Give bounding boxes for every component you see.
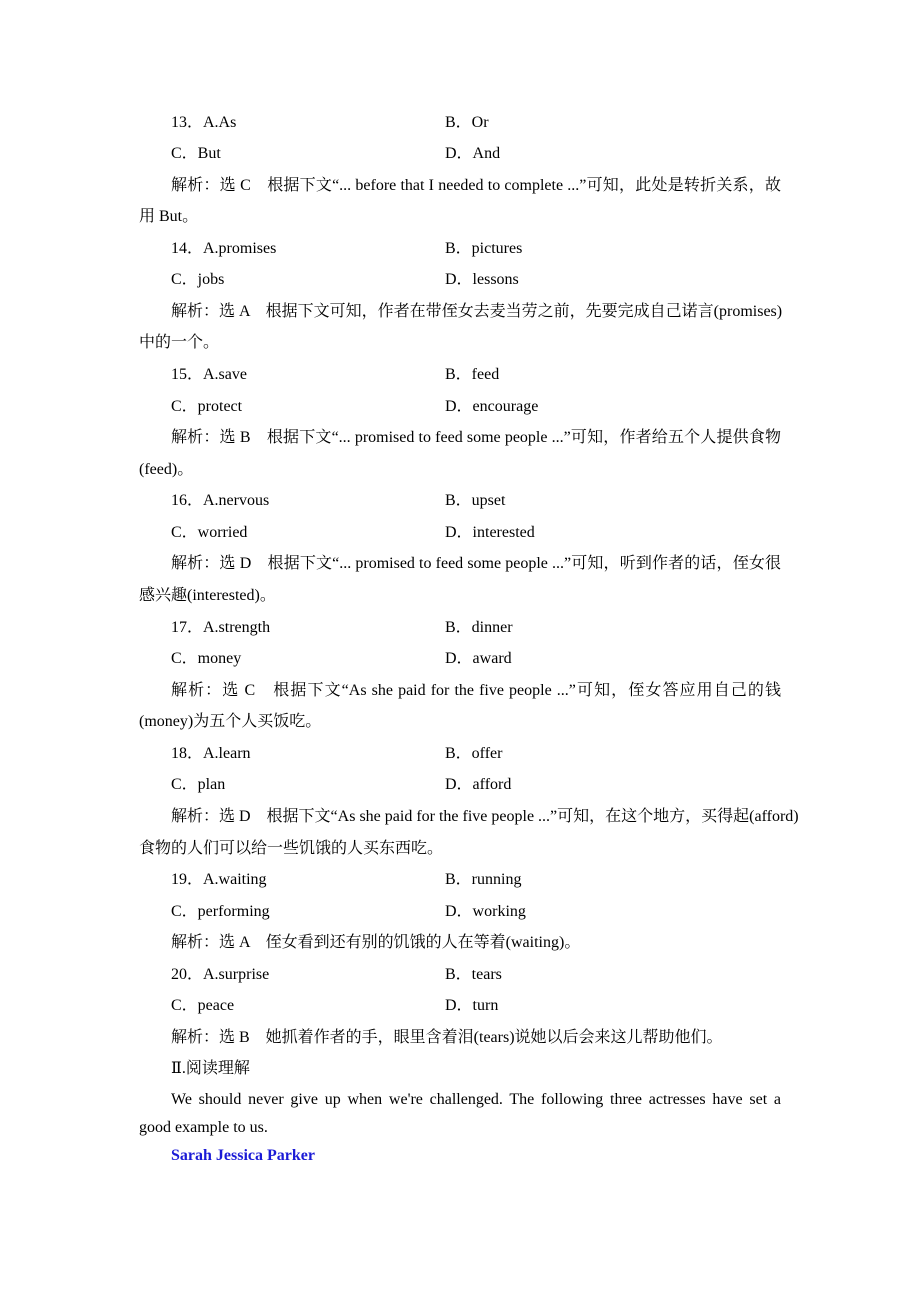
q18-option-c: C．plan: [171, 776, 226, 793]
q18-option-b: B．offer: [445, 745, 503, 762]
q16-option-a: 16．A.nervous: [171, 492, 270, 509]
q16-option-c: C．worried: [171, 524, 248, 541]
q18-explanation-line2: 食物的人们可以给一些饥饿的人买东西吃。: [139, 840, 444, 857]
intro-paragraph-line2: good example to us.: [139, 1119, 268, 1136]
q14-explanation-line2: 中的一个。: [139, 334, 220, 351]
q13-explanation-line1: 解析：选 C 根据下文“... before that I needed to complete ...”可知，此处是转折关系，故: [171, 177, 781, 194]
q15-explanation-line2: (feed)。: [139, 461, 194, 478]
q16-option-b: B．upset: [445, 492, 506, 509]
q19-explanation-line1: 解析：选 A 侄女看到还有别的饥饿的人在等着(waiting)。: [171, 934, 581, 951]
q20-option-a: 20．A.surprise: [171, 966, 270, 983]
q19-option-a: 19．A.waiting: [171, 871, 267, 888]
q15-explanation-line1: 解析：选 B 根据下文“... promised to feed some people ...”可知，作者给五个人提供食物: [171, 429, 781, 446]
q17-option-d: D．award: [445, 650, 512, 667]
q13-option-a: 13．A.As: [171, 114, 237, 131]
q15-option-a: 15．A.save: [171, 366, 247, 383]
q13-option-c: C．But: [171, 145, 221, 162]
q17-explanation-line1: 解析：选 C 根据下文“As she paid for the five people ...”可知，侄女答应用自己的钱: [171, 682, 781, 699]
q15-option-c: C．protect: [171, 398, 243, 415]
q17-option-b: B．dinner: [445, 619, 513, 636]
q17-option-a: 17．A.strength: [171, 619, 271, 636]
subheading-sarah-jessica-parker: Sarah Jessica Parker: [171, 1147, 315, 1164]
q19-option-b: B．running: [445, 871, 522, 888]
q17-option-c: C．money: [171, 650, 242, 667]
q20-option-c: C．peace: [171, 997, 235, 1014]
section-title: Ⅱ.阅读理解: [171, 1060, 250, 1077]
q14-option-a: 14．A.promises: [171, 240, 277, 257]
q17-explanation-line2: (money)为五个人买饭吃。: [139, 713, 322, 730]
q18-option-a: 18．A.learn: [171, 745, 251, 762]
q20-option-d: D．turn: [445, 997, 499, 1014]
q16-explanation-line1: 解析：选 D 根据下文“... promised to feed some people ...”可知，听到作者的话，侄女很: [171, 555, 781, 572]
q14-explanation-line1: 解析：选 A 根据下文可知，作者在带侄女去麦当劳之前，先要完成自己诺言(promises): [171, 303, 783, 320]
q16-explanation-line2: 感兴趣(interested)。: [139, 587, 276, 604]
q20-explanation-line1: 解析：选 B 她抓着作者的手，眼里含着泪(tears)说她以后会来这儿帮助他们。: [171, 1029, 723, 1046]
intro-paragraph-line1: We should never give up when we're challenged. The following three actresses have set a: [171, 1091, 781, 1108]
q20-option-b: B．tears: [445, 966, 502, 983]
q14-option-d: D．lessons: [445, 271, 519, 288]
q15-option-d: D．encourage: [445, 398, 539, 415]
q14-option-c: C．jobs: [171, 271, 225, 288]
q16-option-d: D．interested: [445, 524, 535, 541]
q19-option-c: C．performing: [171, 903, 270, 920]
q19-option-d: D．working: [445, 903, 526, 920]
q13-option-d: D．And: [445, 145, 501, 162]
q18-explanation-line1: 解析：选 D 根据下文“As she paid for the five people ...”可知，在这个地方，买得起(afford): [171, 808, 799, 825]
q14-option-b: B．pictures: [445, 240, 523, 257]
q13-option-b: B．Or: [445, 114, 489, 131]
q18-option-d: D．afford: [445, 776, 512, 793]
q15-option-b: B．feed: [445, 366, 500, 383]
q13-explanation-line2: 用 But。: [139, 208, 199, 225]
